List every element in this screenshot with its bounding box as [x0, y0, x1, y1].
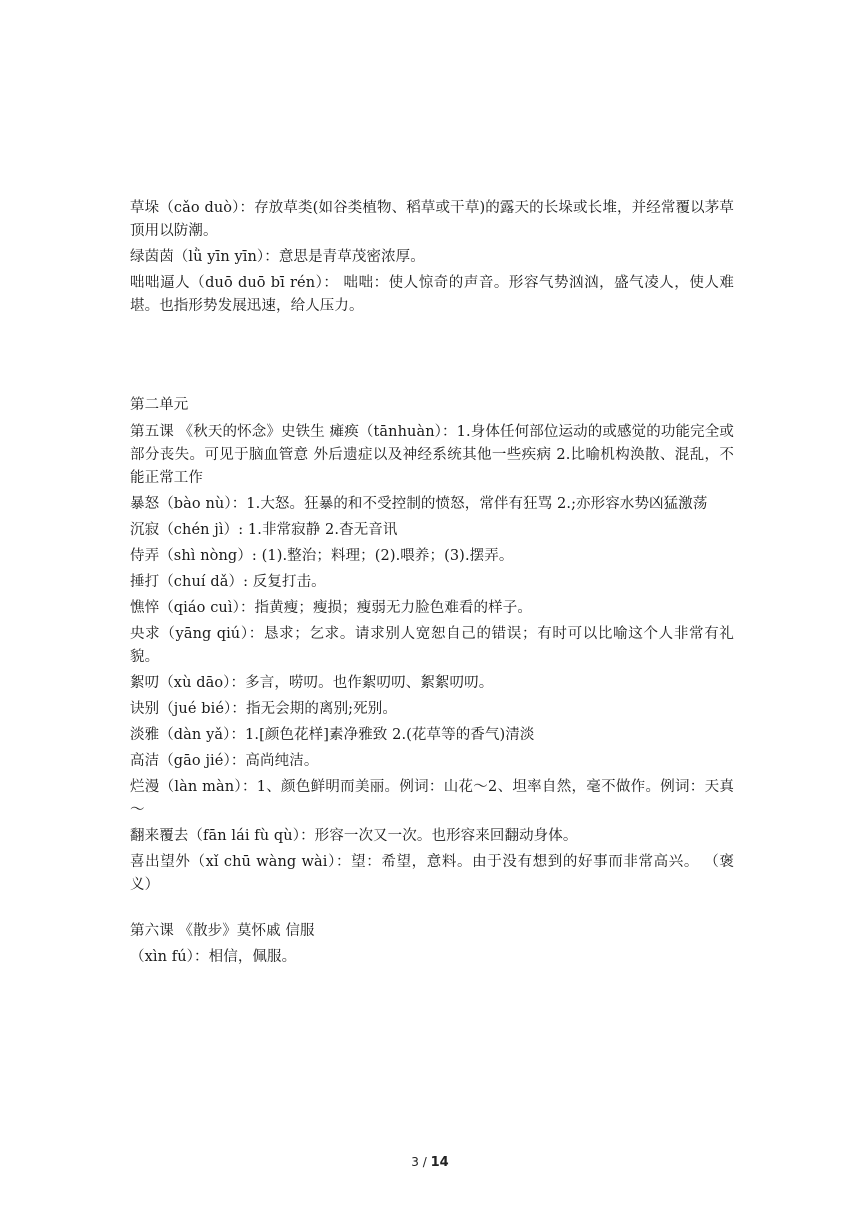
total-pages: 14 — [430, 1155, 449, 1170]
entry-lanman: 烂漫（làn màn）：1、颜色鲜明而美丽。例词：山花～2、坦率自然，毫不做作。例词：天真～ — [130, 779, 734, 818]
entry-gaojie: 高洁（gāo jié）：高尚纯洁。 — [130, 753, 319, 769]
entry-yangqiu: 央求（yāng qiú）：恳求；乞求。请求别人宽恕自己的错误；有时可以比喻这个人非常有礼貌。 — [130, 626, 734, 665]
entry-chuida: 捶打（chuí dǎ）: 反复打击。 — [130, 574, 326, 590]
entry-shinong: 侍弄（shì nòng）: (1).整治；料理；(2).喂养；(3).摆弄。 — [130, 548, 514, 564]
entry-fanlaifuqu: 翻来覆去（fān lái fù qù）：形容一次又一次。也形容来回翻动身体。 — [130, 828, 578, 844]
entry-duoduobiren: 咄咄逼人（duō duō bī rén）： 咄咄：使人惊奇的声音。形容气势汹汹，盛气凌人，使人难堪。也指形势发展迅速，给人压力。 — [130, 275, 734, 314]
entry-lvyinyin: 绿茵茵（lǜ yīn yīn）：意思是青草茂密浓厚。 — [130, 249, 425, 265]
page-content — [130, 197, 734, 972]
entry-danya: 淡雅（dàn yǎ）：1.[颜色花样]素净雅致 2.(花草等的香气)清淡 — [130, 727, 535, 743]
entry-baonu: 暴怒（bào nù）：1.大怒。狂暴的和不受控制的愤怒，常伴有狂骂 2.;亦形容水势凶猛激荡 — [130, 496, 708, 512]
page-separator: / — [418, 1155, 431, 1169]
entry-caoduo: 草垛（cǎo duò）：存放草类(如谷类植物、稻草或干草)的露天的长垛或长堆，并经常覆以茅草顶用以防潮。 — [130, 200, 734, 239]
current-page: 3 — [411, 1155, 419, 1169]
entry-xichuwangwai: 喜出望外（xǐ chū wàng wài）：望：希望，意料。由于没有想到的好事而非常高兴。 （褒义） — [130, 854, 734, 893]
lesson5-heading-entry: 第五课 《秋天的怀念》史铁生 瘫痪（tānhuàn）：1.身体任何部位运动的或感觉的功能完全或部分丧失。可见于脑血管意 外后遗症以及神经系统其他一些疾病 2.比喻机构涣散、混乱，不能正常工作 — [130, 424, 734, 486]
section-spacer — [130, 321, 734, 394]
entry-juebie: 诀别（jué bié）：指无会期的离别;死别。 — [130, 701, 397, 717]
lesson6-heading-entry: 第六课 《散步》莫怀戚 信服 — [130, 923, 315, 939]
unit-title: 第二单元 — [130, 397, 189, 413]
lesson-spacer — [130, 900, 734, 920]
entry-chenji: 沉寂（chén jì）: 1.非常寂静 2.杳无音讯 — [130, 522, 398, 538]
entry-xudao: 絮叨（xù dāo）：多言，唠叨。也作絮叨叨、絮絮叨叨。 — [130, 675, 494, 691]
entry-qiaocui: 憔悴（qiáo cuì）：指黄瘦；瘦损；瘦弱无力脸色难看的样子。 — [130, 600, 532, 616]
entry-xinfu: （xìn fú）：相信，佩服。 — [130, 949, 297, 965]
page-number — [0, 1155, 860, 1170]
